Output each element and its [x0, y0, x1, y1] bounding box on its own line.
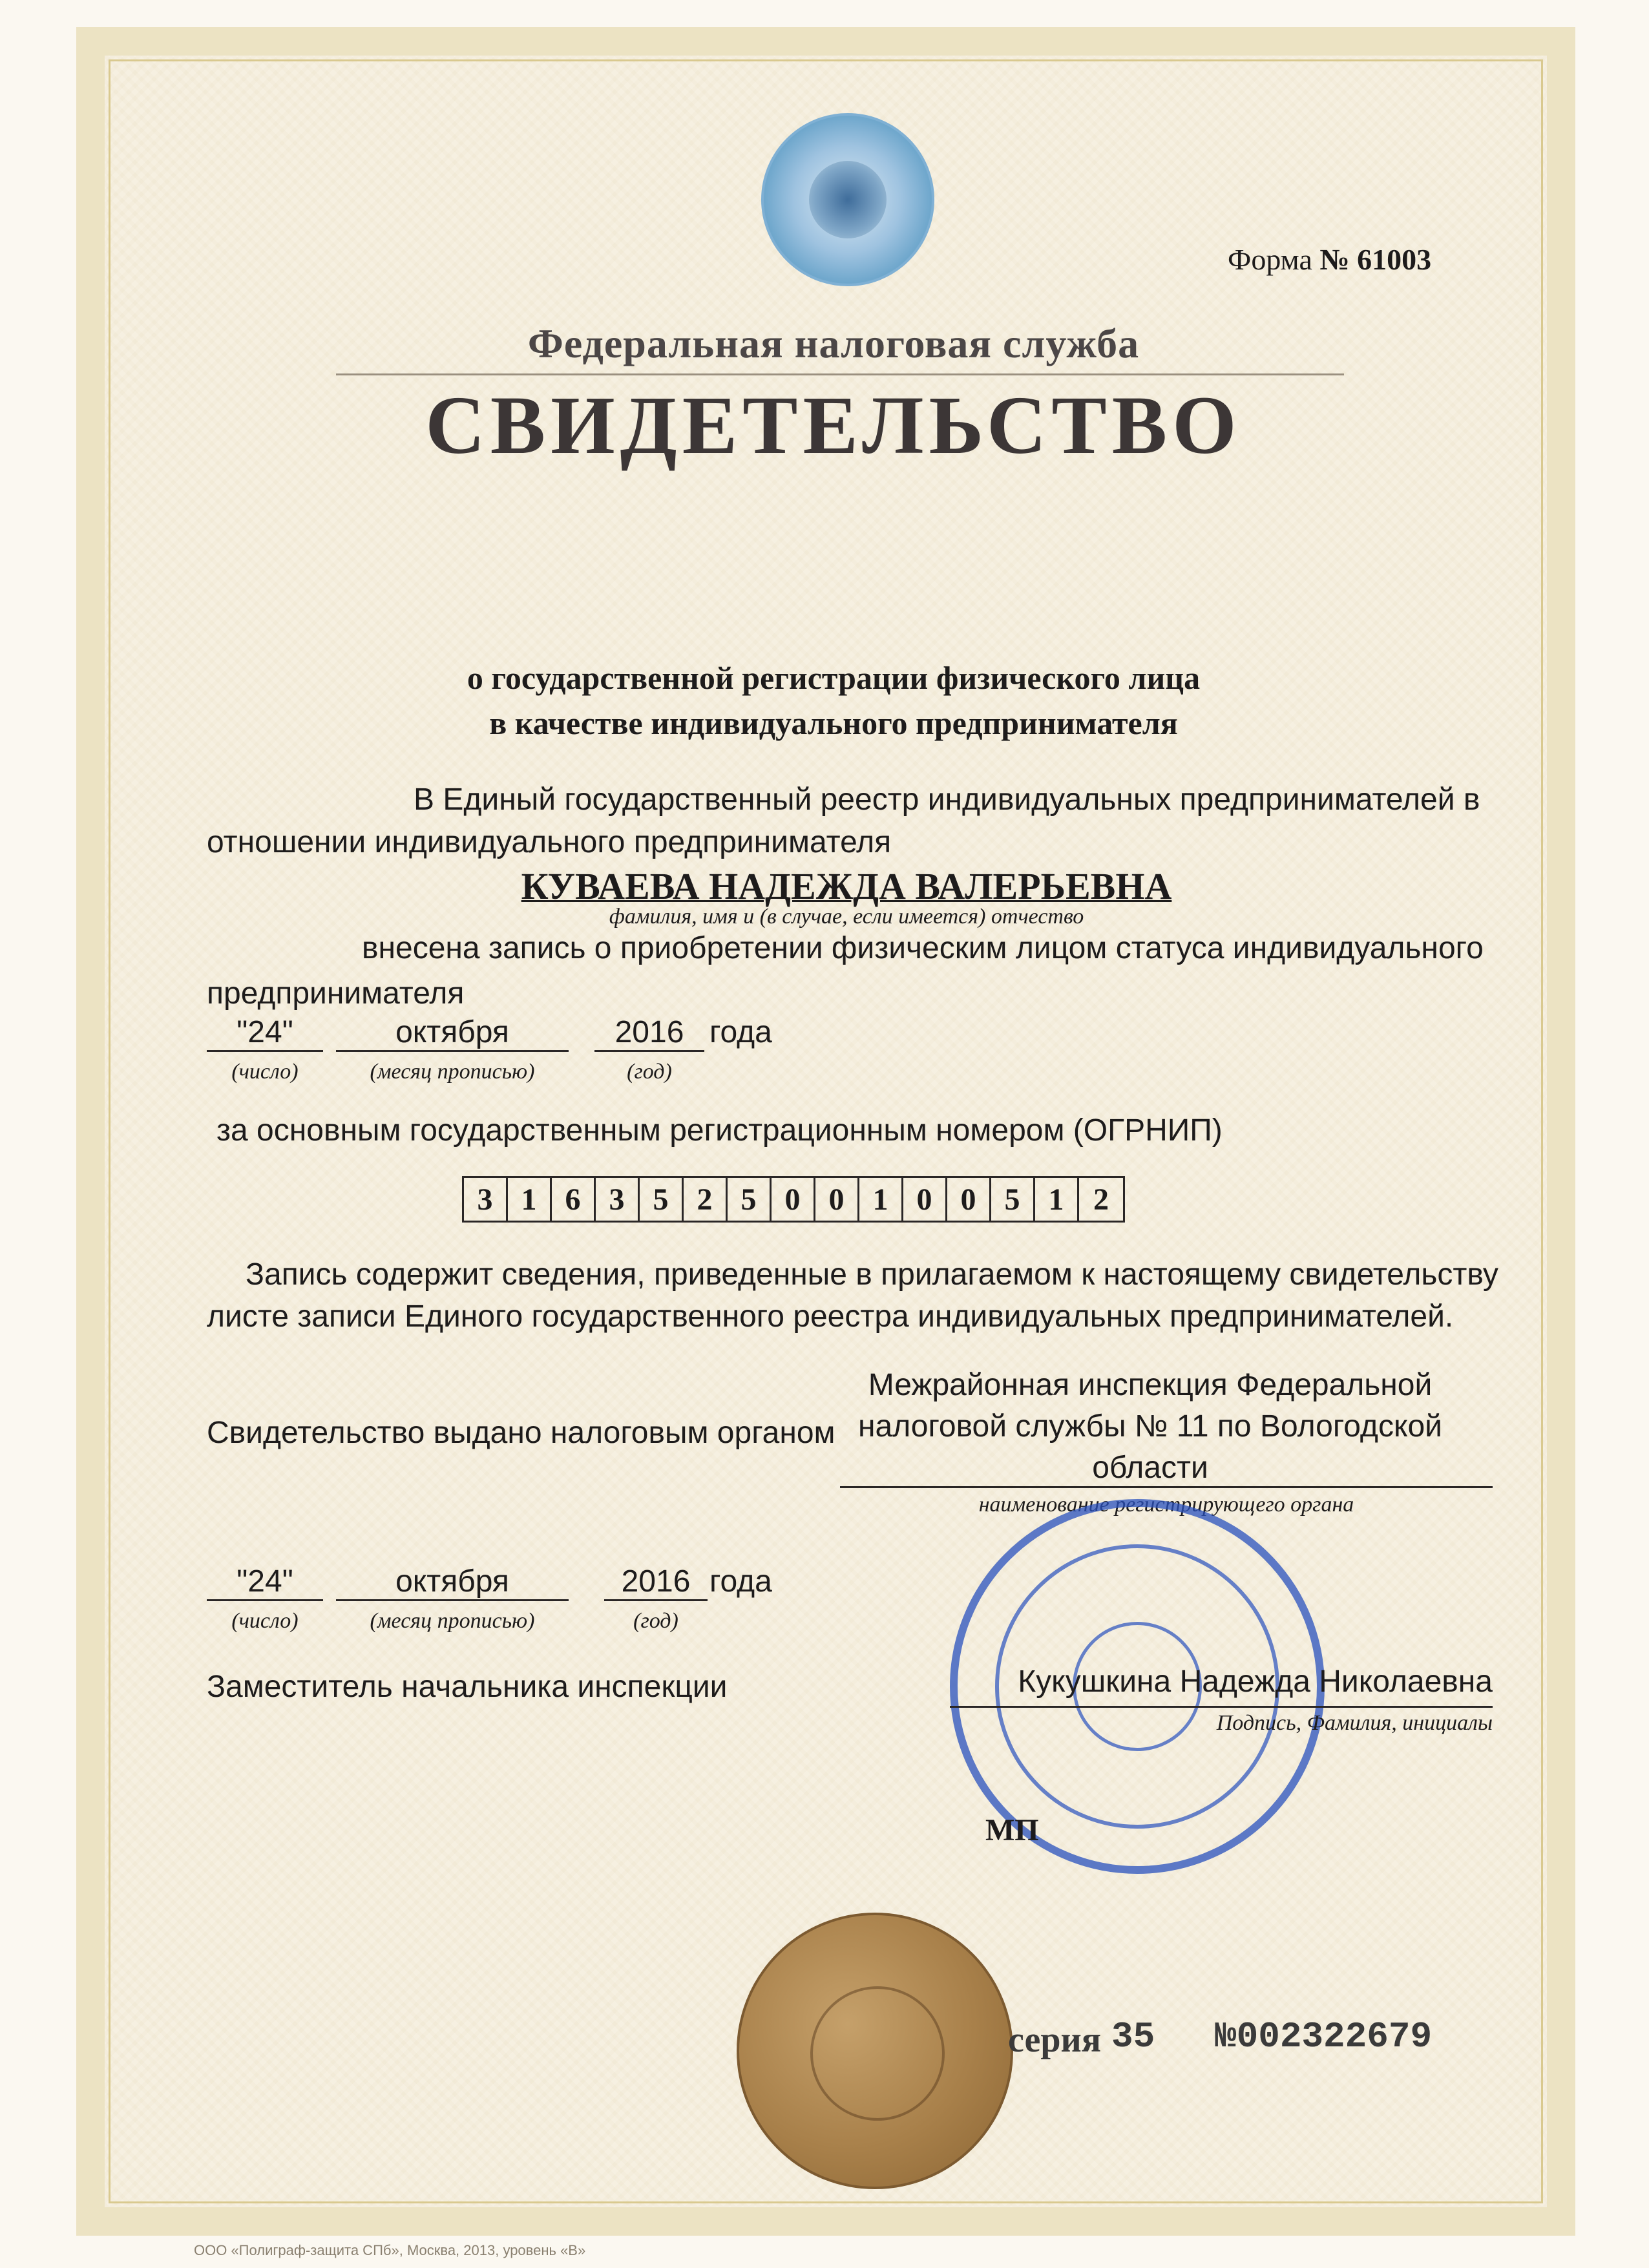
ogrn-digit: 0 — [947, 1178, 991, 1221]
issue-month: октября — [336, 1564, 569, 1601]
document-title: СВИДЕТЕЛЬСТВО — [425, 379, 1242, 471]
registration-year: 2016 — [594, 1014, 704, 1052]
series-label: серия — [1008, 2020, 1102, 2060]
issue-year: 2016 — [604, 1564, 708, 1601]
registration-day: "24" — [207, 1014, 323, 1052]
agency-name: Федеральная налоговая служба — [527, 320, 1140, 366]
ogrn-digit: 0 — [903, 1178, 947, 1221]
issue-month-hint: (месяц прописью) — [370, 1609, 535, 1633]
ogrn-digit: 0 — [815, 1178, 859, 1221]
issuer-hint: наименование регистрирующего органа — [978, 1493, 1354, 1517]
serial-number: №002322679 — [1215, 2016, 1433, 2057]
ogrn-label: за основным государственным регистрационным номером (ОГРНИП) — [216, 1113, 1223, 1148]
ogrn-digit: 1 — [508, 1178, 552, 1221]
ogrn-digit: 5 — [991, 1178, 1035, 1221]
intro-line2: отношении индивидуального предпринимателя — [207, 825, 892, 859]
ogrn-digit: 0 — [772, 1178, 815, 1221]
ogrn-digit: 5 — [640, 1178, 684, 1221]
ogrn-digit: 6 — [552, 1178, 596, 1221]
ogrn-number-grid — [462, 1176, 1125, 1223]
ogrn-digit: 2 — [1093, 1182, 1109, 1217]
registration-year-hint: (год) — [627, 1060, 672, 1084]
ogrn-digit: 3 — [464, 1178, 508, 1221]
ogrn-digit: 1 — [859, 1178, 903, 1221]
subtitle-line2: в качестве индивидуального предпринимателя — [489, 705, 1178, 741]
record-line1: Запись содержит сведения, приведенные в прилагаемом к настоящему свидетельству — [246, 1257, 1498, 1292]
issue-day-hint: (число) — [231, 1609, 299, 1633]
issuer-line2: налоговой службы № 11 по Вологодской — [858, 1409, 1442, 1444]
series-value: 35 — [1111, 2016, 1155, 2057]
issue-year-word: года — [709, 1564, 772, 1599]
entry-line1: внесена запись о приобретении физическим лицом статуса индивидуального — [362, 931, 1484, 965]
issue-day: "24" — [207, 1564, 323, 1601]
entry-line2: предпринимателя — [207, 976, 465, 1011]
gold-seal-icon — [737, 1913, 1013, 2189]
signer-underline — [950, 1706, 1493, 1708]
form-number: Форма № 61003 — [1228, 243, 1432, 276]
signer-hint: Подпись, Фамилия, инициалы — [1216, 1711, 1493, 1735]
issuer-line1: Межрайонная инспекция Федеральной — [868, 1368, 1433, 1402]
issued-by-label: Свидетельство выдано налоговым органом — [207, 1416, 835, 1450]
ogrn-digit: 5 — [728, 1178, 772, 1221]
agency-underline — [336, 373, 1344, 375]
signer-name: Кукушкина Надежда Николаевна — [1018, 1664, 1493, 1699]
registration-month-hint: (месяц прописью) — [370, 1060, 535, 1084]
issuer-name — [840, 1365, 1460, 1489]
person-name-hint: фамилия, имя и (в случае, если имеется) отчество — [609, 905, 1084, 929]
printer-note: ООО «Полиграф-защита СПб», Москва, 2013, уровень «В» — [194, 2242, 586, 2258]
registration-day-hint: (число) — [231, 1060, 299, 1084]
person-name: КУВАЕВА НАДЕЖДА ВАЛЕРЬЕВНА — [521, 865, 1172, 907]
ogrn-digit: 3 — [596, 1178, 640, 1221]
hologram-emblem-icon — [761, 113, 934, 286]
registration-year-word: года — [709, 1015, 772, 1049]
intro-line1: В Единый государственный реестр индивидуальных предпринимателей в — [414, 782, 1480, 817]
registration-month: октября — [336, 1014, 569, 1052]
issuer-line3: области — [1092, 1451, 1208, 1485]
signer-position: Заместитель начальника инспекции — [207, 1670, 728, 1704]
subtitle-line1: о государственной регистрации физического лица — [467, 660, 1201, 696]
issue-year-hint: (год) — [633, 1609, 678, 1633]
issuer-underline — [840, 1486, 1493, 1488]
ogrn-digit: 1 — [1035, 1178, 1079, 1221]
ogrn-digit: 2 — [684, 1178, 728, 1221]
seal-place-label: МП — [985, 1813, 1039, 1847]
record-line2: листе записи Единого государственного реестра индивидуальных предпринимателей. — [207, 1299, 1454, 1334]
